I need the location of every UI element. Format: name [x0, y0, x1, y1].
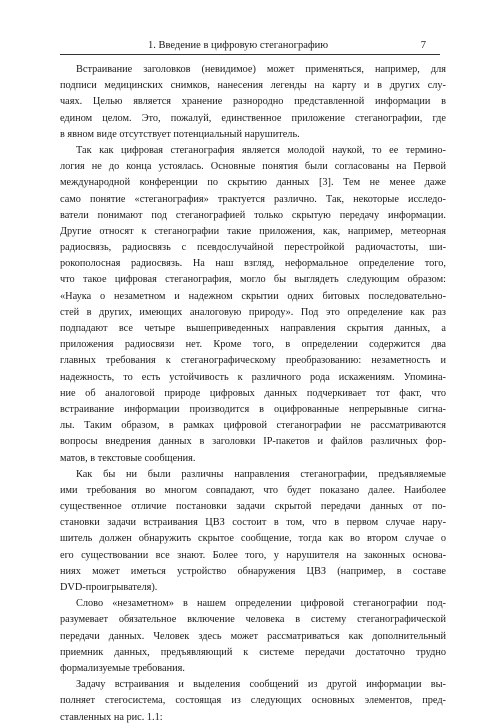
text-line: само понятие «стеганография» трактуется различно. Так, некоторые исследо- — [60, 193, 446, 205]
text-line: подпадают все четыре вышеприведенных направления скрытия данных, а — [60, 323, 446, 334]
text-line: формализуемые требования. — [60, 662, 185, 674]
text-line: радиосвязь, радиосвязь с псевдослучайной перестройкой радиочастоты, ши- — [60, 242, 446, 254]
body-text — [60, 62, 446, 726]
running-header — [60, 40, 440, 55]
text-line: вопросы внедрения данных в заголовки IP-пакетов и файлов различных фор- — [60, 436, 446, 448]
text-line: ниях может иметься устройство обнаружения ЦВЗ (например, в составе — [60, 565, 446, 577]
text-line: надежность, то есть устойчивость к различного рода искажениям. Упомина- — [60, 371, 446, 383]
paragraph — [60, 596, 446, 677]
text-line: рокополосная радиосвязь. На наш взгляд, неформальное определение того, — [60, 258, 446, 270]
text-line: Встраивание заголовков (невидимое) может применяться, например, для — [76, 64, 446, 75]
text-line: международной конференции по скрытию данных [3]. Тем не менее даже — [60, 177, 446, 189]
text-line: приемник данных, предъявляющий к системе передачи достаточно трудно — [60, 646, 446, 658]
text-line: подписи медицинских снимков, нанесения легенды на карту и в других слу- — [60, 80, 446, 92]
text-line: его существовании все знают. Более того, у нарушителя на законных основа- — [60, 549, 446, 561]
text-line: «Наука о незаметном и надежном скрытии одних битовых последовательно- — [60, 290, 446, 302]
text-line: Другие относят к стеганографии такие приложения, как, например, метеорная — [60, 225, 446, 237]
chapter-title: 1. Введение в цифровую стеганографию — [148, 40, 329, 51]
text-line: ватели понимают под стеганографией только скрытую передачу информации. — [60, 209, 446, 221]
text-line: разумевает обязательное включение человека в систему стеганографической — [60, 614, 446, 626]
text-line: чаях. Целью является хранение разнородно представленной информации в — [60, 96, 446, 108]
paragraph — [60, 62, 446, 143]
text-line: Задачу встраивания и выделения сообщений из другой информации вы- — [76, 679, 446, 691]
page-number: 7 — [420, 40, 426, 51]
text-line: приложения радиосвязи нет. Кроме того, в определении содержится два — [60, 339, 446, 351]
text-line: стей в других, имеющих аналоговую природу». Под это определение как раз — [60, 306, 446, 318]
text-line: в явном виде отсутствует потенциальный нарушитель. — [60, 128, 300, 140]
text-line: Как бы ни были различны направления стеганографии, предъявляемые — [76, 468, 446, 480]
text-line: DVD-проигрывателя). — [60, 582, 158, 593]
text-line: что такое цифровая стеганография, могло бы выглядеть следующим образом: — [60, 274, 446, 286]
text-line: ние об аналоговой природе цифровых данных подчеркивает тот факт, что — [60, 387, 446, 399]
text-line: едином целом. Это, пожалуй, единственное приложение стеганографии, где — [60, 112, 446, 124]
text-line: главных требования к стеганографическому преобразованию: незаметность и — [60, 355, 446, 367]
text-line: существенное отличие постановки задачи скрытой передачи данных от по- — [60, 501, 446, 513]
paragraph — [60, 467, 446, 597]
text-line: становки задачи встраивания ЦВЗ состоит в том, что в первом случае нару- — [60, 517, 446, 529]
text-line: шитель должен обнаружить скрытое сообщение, тогда как во втором случае о — [60, 533, 446, 545]
text-line: матов, в текстовые сообщения. — [60, 452, 196, 464]
text-line: логия не до конца устоялась. Основные понятия были согласованы на Первой — [60, 161, 446, 173]
paragraph — [60, 143, 446, 467]
text-line: ими требования во многом совпадают, что будет показано далее. Наиболее — [60, 484, 446, 496]
text-line: Слово «незаметном» в нашем определении цифровой стеганографии под- — [76, 598, 446, 610]
paragraph — [60, 677, 446, 726]
text-line: полняет стегосистема, состоящая из следующих основных элементов, пред- — [60, 695, 446, 707]
text-line: ставленных на рис. 1.1: — [60, 711, 163, 723]
text-line: Так как цифровая стеганография является молодой наукой, то ее термино- — [76, 144, 446, 156]
text-line: лы. Таким образом, в рамках цифровой стеганографии не рассматриваются — [60, 420, 446, 432]
text-line: встраивание информации производится в оцифрованные непрерывные сигна- — [60, 403, 446, 415]
text-line: передачи данных. Человек здесь может рассматриваться как дополнительный — [60, 630, 446, 642]
